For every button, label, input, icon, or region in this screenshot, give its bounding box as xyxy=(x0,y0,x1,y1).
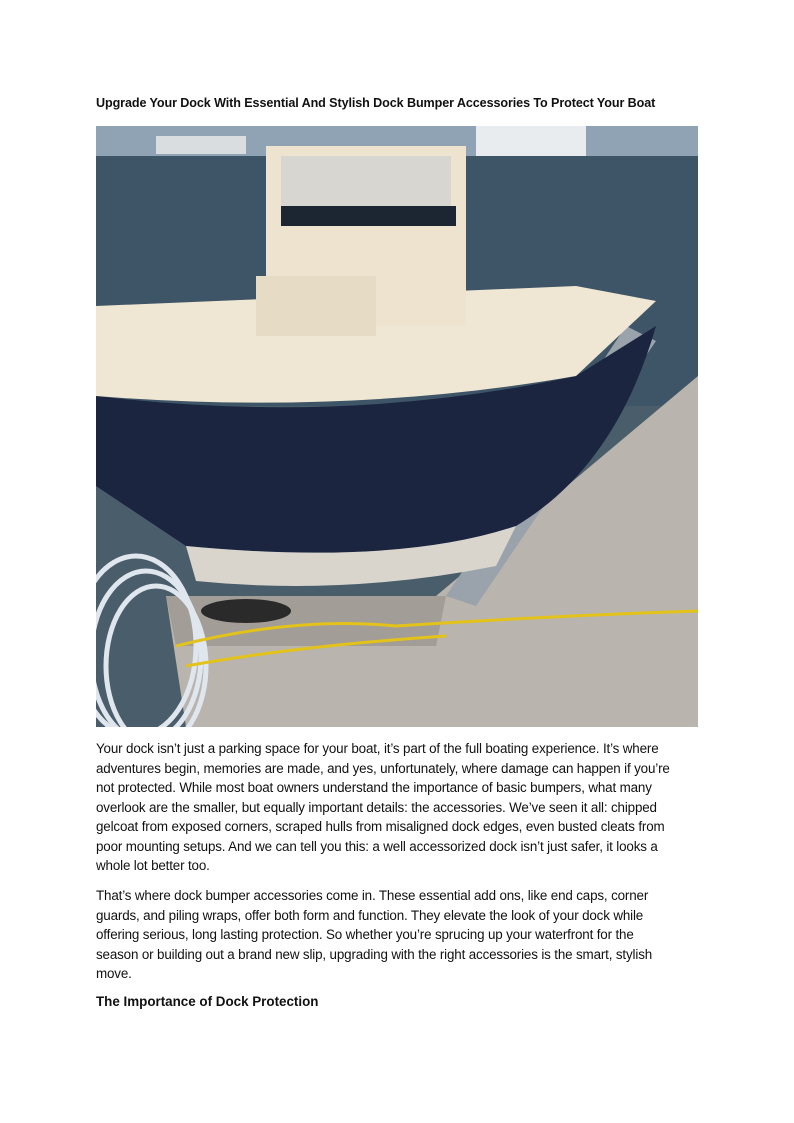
intro-paragraph xyxy=(96,739,670,876)
text-line: guards, and piling wraps, offer both form and function. They elevate the look of your dock while xyxy=(96,907,644,923)
document-title: Upgrade Your Dock With Essential And Stylish Dock Bumper Accessories To Protect Your Boat xyxy=(96,96,656,110)
text-line: overlook are the smaller, but equally important details: the accessories. We’ve seen it all: chipped xyxy=(96,799,657,815)
text-line: offering serious, long lasting protection. So whether you’re sprucing up your waterfront for the xyxy=(96,927,634,942)
text-line: Your dock isn’t just a parking space for your boat, it’s part of the full boating experience. It’s where xyxy=(96,741,659,756)
boat-dock-photo xyxy=(96,126,698,727)
section-heading: The Importance of Dock Protection xyxy=(96,994,319,1009)
text-line: move. xyxy=(96,966,132,981)
text-line: That’s where dock bumper accessories come in. These essential add ons, like end caps, corner xyxy=(96,888,649,903)
text-line: not protected. While most boat owners understand the importance of basic bumpers, what many xyxy=(96,780,652,795)
accessories-paragraph xyxy=(96,886,652,984)
text-line: poor mounting setups. And we can tell you this: a well accessorized dock isn’t just safer, it looks a xyxy=(96,838,658,854)
text-line: adventures begin, memories are made, and yes, unfortunately, where damage can happen if you’re xyxy=(96,760,670,776)
text-line: whole lot better too. xyxy=(96,858,210,873)
text-line: season or building out a brand new slip, upgrading with the right accessories is the smart, stylish xyxy=(96,946,653,962)
text-line: gelcoat from exposed corners, scraped hulls from misaligned dock edges, even busted cleats from xyxy=(96,819,665,834)
